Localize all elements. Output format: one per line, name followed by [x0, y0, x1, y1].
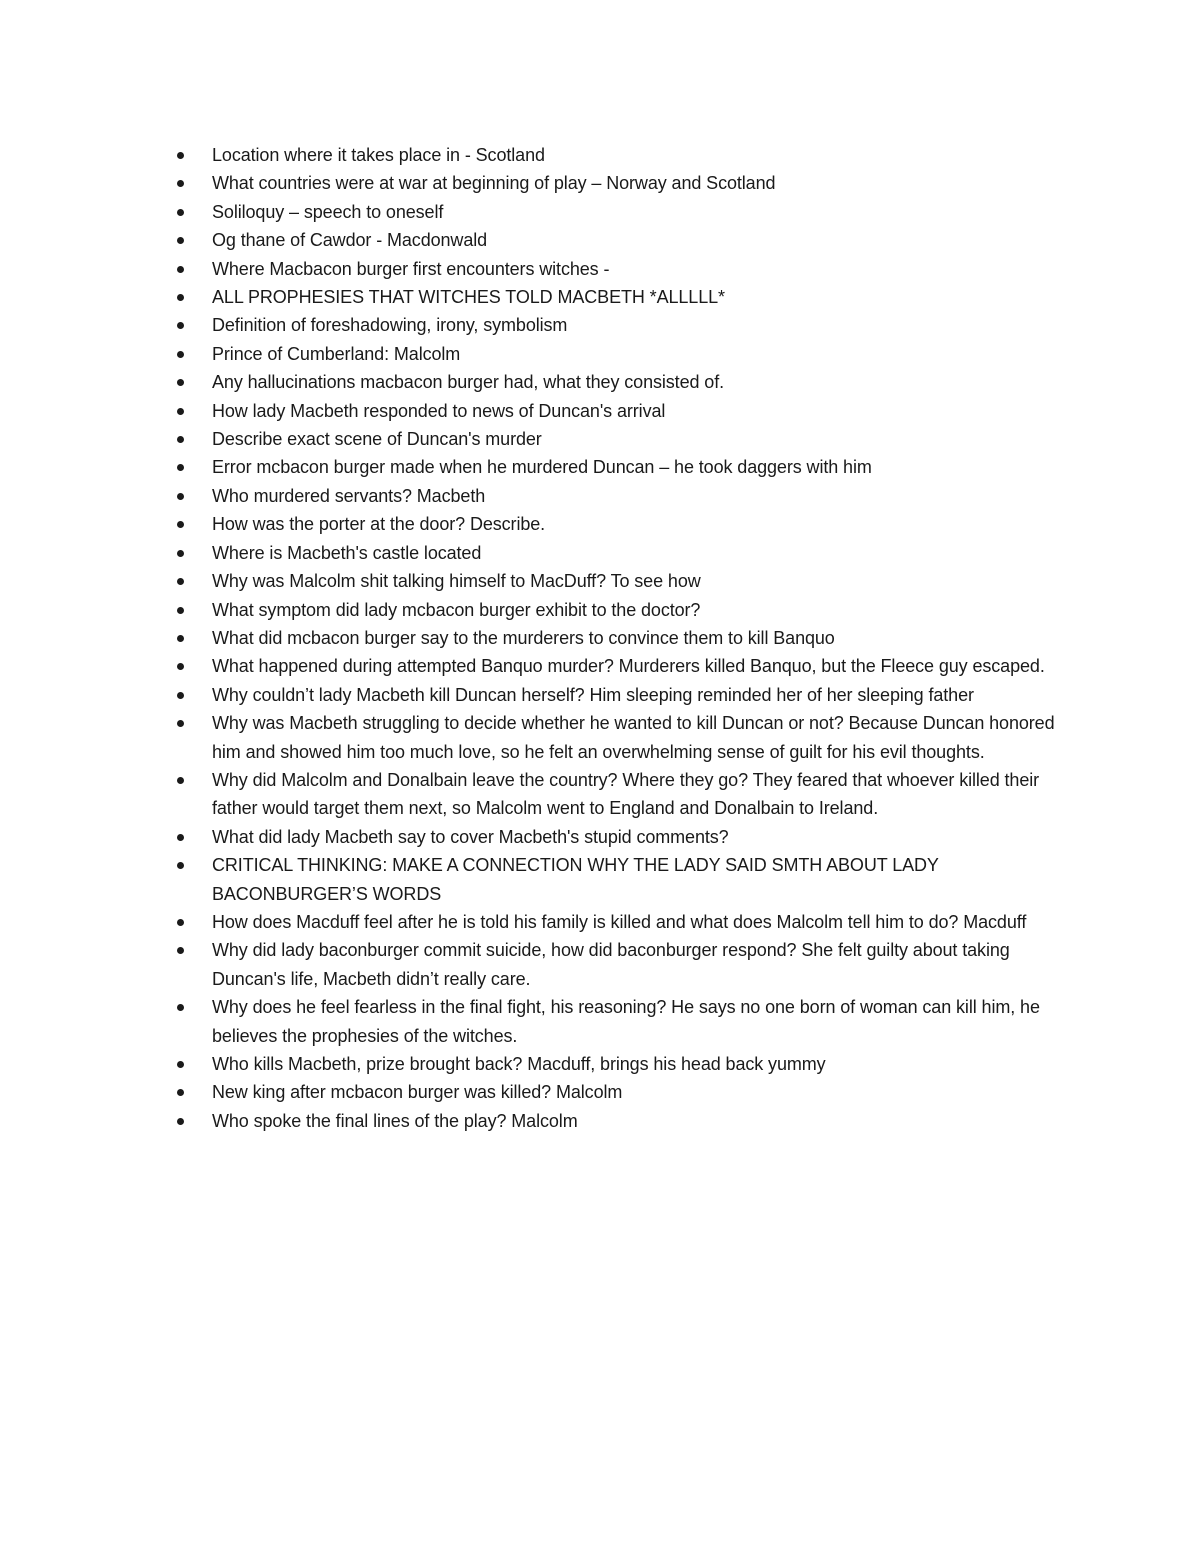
- list-item: [168, 936, 1068, 993]
- list-item: [168, 766, 1068, 823]
- bullet-icon: [177, 777, 184, 784]
- list-item-text: Why was Macbeth struggling to decide whether he wanted to kill Duncan or not? Because Duncan honored him and showed him too much love, so he felt an overwhelming sense of guilt for his evil thoughts.: [212, 713, 1055, 762]
- list-item: [168, 340, 1068, 368]
- list-item-text: Prince of Cumberland: Malcolm: [212, 343, 461, 364]
- list-item: [168, 141, 1068, 169]
- list-item: [168, 1078, 1068, 1106]
- bullet-icon: [177, 1004, 184, 1011]
- list-item-text: ALL PROPHESIES THAT WITCHES TOLD MACBETH *ALLLLL*: [212, 287, 725, 308]
- list-item-text: CRITICAL THINKING: MAKE A CONNECTION WHY THE LADY SAID SMTH ABOUT LADY BACONBURGER’S WORDS: [212, 855, 939, 904]
- list-item: [168, 567, 1068, 595]
- bullet-icon: [177, 209, 184, 216]
- list-item: [168, 1107, 1068, 1135]
- list-item: [168, 539, 1068, 567]
- list-item-text: Location where it takes place in - Scotland: [212, 145, 545, 165]
- list-item: [168, 453, 1068, 481]
- list-item: [168, 851, 1068, 908]
- list-item: [168, 1050, 1068, 1078]
- list-item: [168, 652, 1068, 680]
- list-item-text: Why was Malcolm shit talking himself to MacDuff? To see how: [212, 571, 701, 592]
- list-item-text: Who spoke the final lines of the play? Malcolm: [212, 1110, 578, 1131]
- bullet-icon: [177, 947, 184, 954]
- list-item-text: Where Macbacon burger first encounters witches -: [212, 258, 610, 279]
- list-item-text: Og thane of Cawdor - Macdonwald: [212, 230, 488, 251]
- list-item-text: Describe exact scene of Duncan's murder: [212, 429, 542, 450]
- list-item: [168, 226, 1068, 254]
- list-item-text: Who murdered servants? Macbeth: [212, 485, 486, 506]
- list-item: [168, 624, 1068, 652]
- bullet-icon: [177, 266, 184, 273]
- bullet-list: [168, 141, 1068, 1135]
- list-item: [168, 709, 1068, 766]
- list-item-text: New king after mcbacon burger was killed? Malcolm: [212, 1082, 623, 1103]
- list-item: [168, 368, 1068, 396]
- list-item: [168, 255, 1068, 283]
- bullet-icon: [177, 1061, 184, 1068]
- list-item-text: What did lady Macbeth say to cover Macbeth's stupid comments?: [212, 826, 729, 847]
- list-item-text: What symptom did lady mcbacon burger exhibit to the doctor?: [212, 599, 701, 620]
- bullet-icon: [177, 663, 184, 670]
- bullet-icon: [177, 464, 184, 471]
- list-item: [168, 198, 1068, 226]
- bullet-icon: [177, 436, 184, 443]
- list-item-text: How was the porter at the door? Describe.: [212, 514, 546, 535]
- list-item: [168, 311, 1068, 339]
- bullet-icon: [177, 493, 184, 500]
- list-item-text: What happened during attempted Banquo murder? Murderers killed Banquo, but the Fleece guy escaped.: [212, 656, 1045, 677]
- list-item: [168, 283, 1068, 311]
- list-item-text: Who kills Macbeth, prize brought back? Macduff, brings his head back yummy: [212, 1054, 826, 1074]
- list-item: [168, 482, 1068, 510]
- list-item: [168, 397, 1068, 425]
- bullet-icon: [177, 408, 184, 415]
- bullet-icon: [177, 550, 184, 557]
- list-item-text: Why does he feel fearless in the final fight, his reasoning? He says no one born of woman can kill him, he believes the prophesies of the witches.: [212, 997, 1040, 1046]
- list-item-text: Where is Macbeth's castle located: [212, 542, 482, 563]
- bullet-icon: [177, 379, 184, 386]
- bullet-icon: [177, 578, 184, 585]
- list-item: [168, 681, 1068, 709]
- list-item-text: Why couldn’t lady Macbeth kill Duncan herself? Him sleeping reminded her of her sleeping father: [212, 684, 974, 705]
- bullet-icon: [177, 294, 184, 301]
- bullet-icon: [177, 1089, 184, 1096]
- list-item-text: How does Macduff feel after he is told his family is killed and what does Malcolm tell him to do? Macduff: [212, 911, 1027, 932]
- bullet-icon: [177, 607, 184, 614]
- bullet-icon: [177, 322, 184, 329]
- list-item: [168, 596, 1068, 624]
- bullet-icon: [177, 692, 184, 699]
- list-item-text: Definition of foreshadowing, irony, symbolism: [212, 315, 568, 336]
- bullet-icon: [177, 237, 184, 244]
- list-item: [168, 993, 1068, 1050]
- list-item: [168, 908, 1068, 936]
- list-item-text: Error mcbacon burger made when he murdered Duncan – he took daggers with him: [212, 457, 872, 478]
- bullet-icon: [177, 862, 184, 869]
- list-item-text: What did mcbacon burger say to the murderers to convince them to kill Banquo: [212, 627, 835, 648]
- bullet-icon: [177, 1118, 184, 1125]
- bullet-icon: [177, 635, 184, 642]
- list-item-text: Why did lady baconburger commit suicide, how did baconburger respond? She felt guilty about taking Duncan's life, Macbeth didn’t really care.: [212, 940, 1010, 989]
- bullet-icon: [177, 180, 184, 187]
- bullet-icon: [177, 919, 184, 926]
- list-item: [168, 425, 1068, 453]
- list-item: [168, 823, 1068, 851]
- list-item-text: Soliloquy – speech to oneself: [212, 201, 444, 222]
- list-item: [168, 510, 1068, 538]
- list-item: [168, 169, 1068, 197]
- list-item-text: How lady Macbeth responded to news of Duncan's arrival: [212, 400, 666, 421]
- bullet-icon: [177, 834, 184, 841]
- bullet-icon: [177, 152, 184, 159]
- bullet-icon: [177, 720, 184, 727]
- list-item-text: Any hallucinations macbacon burger had, what they consisted of.: [212, 372, 725, 393]
- bullet-icon: [177, 521, 184, 528]
- list-item-text: Why did Malcolm and Donalbain leave the country? Where they go? They feared that whoever killed their father would target them next, so Malcolm went to England and Donalbain to Ireland.: [212, 769, 1040, 819]
- bullet-icon: [177, 351, 184, 358]
- list-item-text: What countries were at war at beginning of play – Norway and Scotland: [212, 173, 776, 194]
